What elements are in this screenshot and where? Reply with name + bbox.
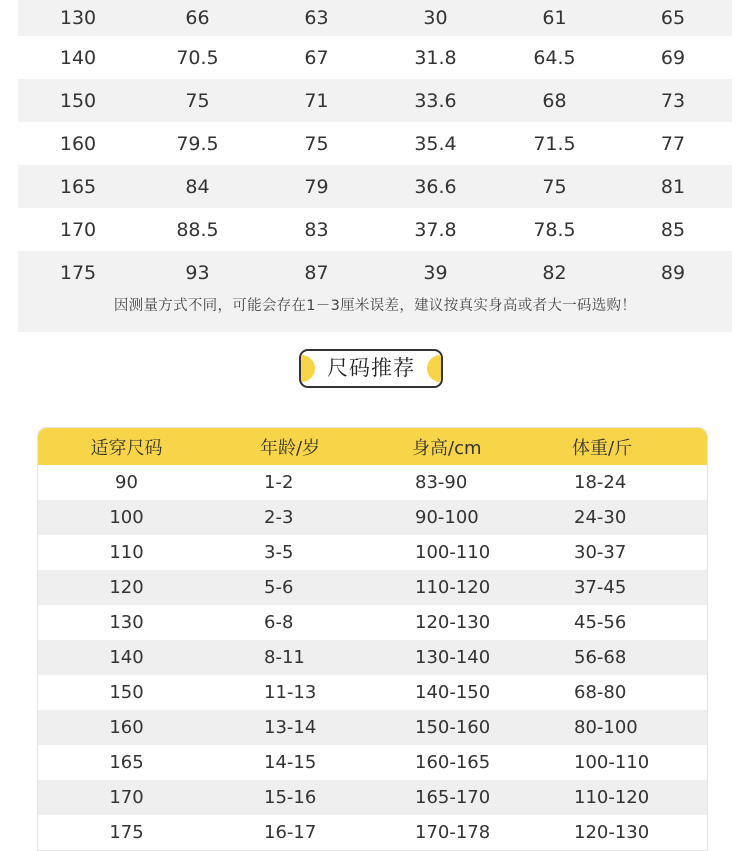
cell-height: 160-165 [415, 752, 491, 773]
header-size: 适穿尺码 [90, 437, 163, 459]
cell-age: 2-3 [264, 507, 294, 528]
table-row [38, 605, 707, 640]
cell-age: 1-2 [264, 472, 294, 493]
measurement-table [18, 0, 732, 332]
table-cell: 63 [304, 7, 329, 29]
cell-age: 8-11 [264, 647, 305, 668]
table-row [38, 535, 707, 570]
header-age: 年龄/岁 [260, 437, 321, 459]
cell-size: 130 [109, 612, 144, 633]
cell-weight: 110-120 [574, 787, 650, 808]
table-row [38, 640, 707, 675]
section-title-badge [299, 349, 443, 388]
table-cell: 67 [304, 46, 329, 69]
table-row [38, 675, 707, 710]
table-cell: 83 [304, 218, 329, 241]
cell-height: 130-140 [415, 647, 491, 668]
table-cell: 39 [423, 261, 448, 284]
cell-weight: 80-100 [574, 717, 638, 738]
table-row [38, 815, 707, 850]
table-cell: 150 [59, 89, 97, 112]
cell-weight: 120-130 [574, 822, 650, 843]
table-cell: 78.5 [533, 218, 576, 241]
table-cell: 77 [660, 132, 686, 155]
cell-age: 16-17 [264, 822, 317, 843]
table-row [18, 79, 732, 122]
cell-weight: 18-24 [574, 472, 627, 493]
cell-height: 83-90 [415, 472, 468, 493]
table-cell: 89 [660, 261, 686, 284]
cell-weight: 45-56 [574, 612, 627, 633]
table-cell: 87 [304, 261, 329, 284]
header-weight: 体重/斤 [572, 437, 633, 459]
cell-size: 140 [109, 647, 144, 668]
cell-age: 14-15 [264, 752, 317, 773]
table-cell: 70.5 [176, 46, 219, 69]
table-cell: 165 [59, 175, 97, 198]
table-cell: 85 [660, 218, 686, 241]
table-cell: 75 [542, 175, 567, 198]
cell-weight: 30-37 [574, 542, 627, 563]
table-row [18, 122, 732, 165]
table-cell: 93 [185, 261, 210, 284]
cell-size: 120 [109, 577, 144, 598]
cell-age: 15-16 [264, 787, 317, 808]
cell-height: 165-170 [415, 787, 491, 808]
table-cell: 65 [660, 7, 686, 29]
table-row [38, 570, 707, 605]
cell-height: 90-100 [415, 507, 479, 528]
cell-size: 100 [109, 507, 144, 528]
table-row [38, 710, 707, 745]
table-cell: 88.5 [176, 218, 219, 241]
table-cell: 82 [542, 261, 567, 284]
table-cell: 64.5 [533, 46, 576, 69]
cell-age: 6-8 [264, 612, 294, 633]
cell-size: 165 [109, 752, 144, 773]
cell-height: 100-110 [415, 542, 491, 563]
table-cell: 61 [542, 7, 567, 29]
table-cell: 130 [59, 7, 97, 29]
table-cell: 37.8 [414, 218, 457, 241]
table-row [38, 745, 707, 780]
table-row [18, 208, 732, 251]
cell-size: 160 [109, 717, 144, 738]
cell-height: 170-178 [415, 822, 491, 843]
table-cell: 35.4 [414, 132, 457, 155]
table-cell: 33.6 [414, 89, 457, 112]
table-cell: 66 [185, 7, 210, 29]
cell-size: 175 [109, 822, 144, 843]
table-cell: 68 [542, 89, 567, 112]
table-header [38, 428, 707, 465]
section-title: 尺码推荐 [327, 356, 415, 380]
cell-age: 3-5 [264, 542, 294, 563]
cell-weight: 56-68 [574, 647, 627, 668]
cell-weight: 37-45 [574, 577, 627, 598]
cell-age: 11-13 [264, 682, 317, 703]
table-row [38, 465, 707, 500]
table-cell: 71.5 [533, 132, 576, 155]
table-row [18, 0, 732, 36]
cell-size: 150 [109, 682, 144, 703]
table-cell: 79 [304, 175, 329, 198]
cell-age: 13-14 [264, 717, 317, 738]
header-height: 身高/cm [412, 437, 482, 459]
table-cell: 36.6 [414, 175, 457, 198]
table-cell: 30 [423, 7, 448, 29]
cell-size: 110 [109, 542, 144, 563]
cell-weight: 24-30 [574, 507, 627, 528]
table-cell: 160 [59, 132, 97, 155]
table-row [18, 36, 732, 79]
size-recommendation-table [37, 427, 708, 851]
table-cell: 84 [185, 175, 210, 198]
table-cell: 170 [59, 218, 97, 241]
table-row [18, 251, 732, 294]
cell-height: 120-130 [415, 612, 491, 633]
cell-height: 110-120 [415, 577, 491, 598]
table-cell: 73 [660, 89, 686, 112]
cell-age: 5-6 [264, 577, 294, 598]
table-cell: 31.8 [414, 46, 457, 69]
cell-height: 150-160 [415, 717, 491, 738]
measurement-note: 因测量方式不同，可能会存在1－3厘米误差，建议按真实身高或者大一码选购！ [18, 294, 732, 332]
cell-height: 140-150 [415, 682, 491, 703]
table-cell: 140 [59, 46, 97, 69]
table-cell: 69 [660, 46, 686, 69]
table-row [38, 780, 707, 815]
table-cell: 81 [660, 175, 686, 198]
table-cell: 79.5 [176, 132, 219, 155]
cell-size: 170 [109, 787, 144, 808]
cell-weight: 100-110 [574, 752, 650, 773]
table-cell: 175 [59, 261, 97, 284]
cell-size: 90 [115, 472, 138, 493]
table-row [18, 165, 732, 208]
table-cell: 71 [304, 89, 329, 112]
cell-weight: 68-80 [574, 682, 627, 703]
table-row [38, 500, 707, 535]
table-cell: 75 [304, 132, 329, 155]
table-cell: 75 [185, 89, 210, 112]
